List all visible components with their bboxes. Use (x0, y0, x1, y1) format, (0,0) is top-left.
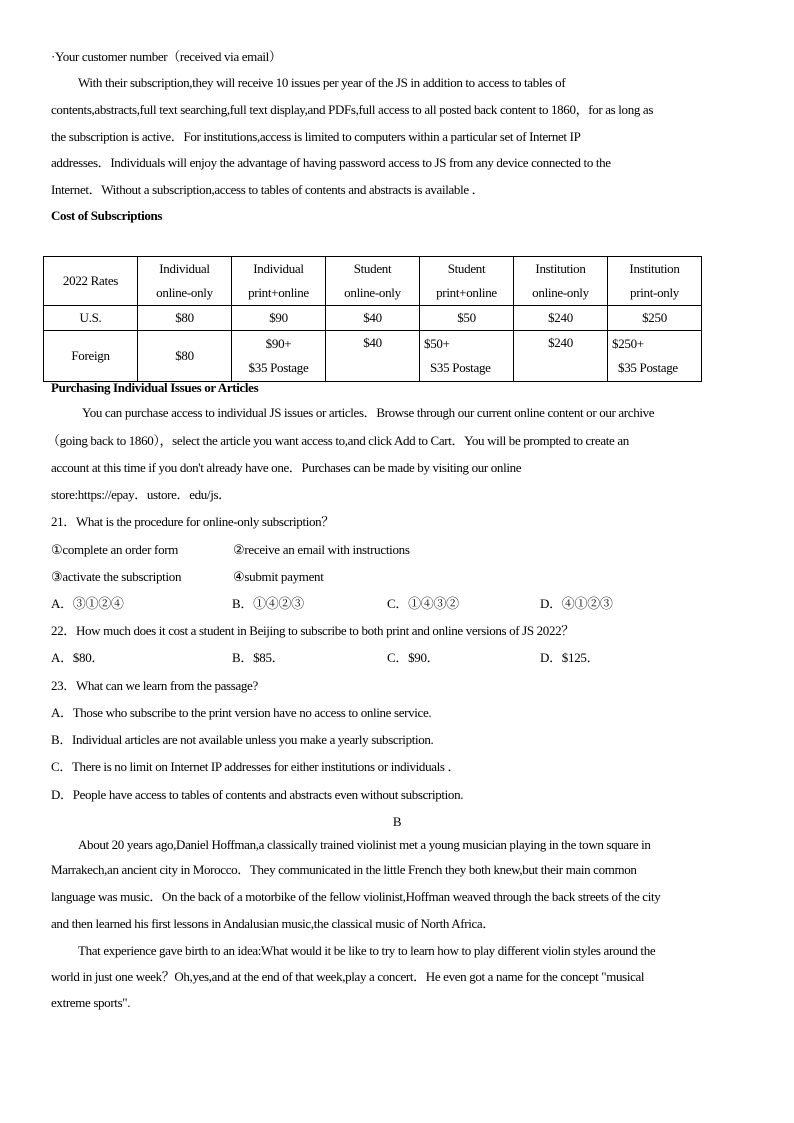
header-cell (608, 257, 702, 306)
step-item: ①complete an order form (51, 542, 179, 557)
header-cell (44, 257, 138, 306)
table-cell (608, 331, 702, 382)
table-cell: $80 (138, 331, 232, 382)
table-cell: $40 (326, 306, 420, 331)
paragraph-line: Internet．Without a subscription,access to tables of contents and abstracts is available ． (51, 182, 485, 197)
header-text: online-only (532, 285, 589, 300)
header-text: Individual (159, 261, 210, 276)
question-stem: 22．How much does it cost a student in Beijing to subscribe to both print and online versions of JS 2022？ (51, 623, 574, 638)
answer-option[interactable]: D．$125． (540, 650, 600, 665)
section-label-b: B (392, 814, 402, 829)
paragraph-line: You can purchase access to individual JS issues or articles．Browse through our current online content or our archive (82, 405, 655, 420)
header-text: Student (447, 261, 486, 276)
answer-option[interactable]: D．④①②③ (540, 596, 613, 611)
paragraph-line: That experience gave birth to an idea:What would it be like to try to learn how to play different violin styles around the (78, 943, 656, 958)
rates-table (43, 256, 702, 382)
table-row (44, 306, 702, 331)
table-cell (232, 331, 326, 382)
header-text: online-only (156, 285, 213, 300)
paragraph-line: world in just one week？Oh,yes,and at the end of that week,play a concert．He even got a name for the concept "musical (51, 969, 645, 984)
header-text: Institution (535, 261, 586, 276)
step-item: ③activate the subscription (51, 569, 182, 584)
row-label: U.S. (44, 306, 138, 331)
paragraph-line: and then learned his first lessons in Andalusian music,the classical music of North Africa． (51, 916, 495, 931)
cell-text: $250+ (612, 336, 644, 351)
header-text: Student (353, 261, 392, 276)
table-cell: $90 (232, 306, 326, 331)
table-cell: $50 (420, 306, 514, 331)
paragraph-line: language was music．On the back of a motorbike of the fellow violinist,Hoffman weaved through the back streets of the city (51, 889, 661, 904)
paragraph-line: About 20 years ago,Daniel Hoffman,a classically trained violinist met a young musician playing in the town square in (78, 837, 651, 852)
header-cell (232, 257, 326, 306)
paragraph-line: the subscription is active．For institutions,access is limited to computers within a particular set of Internet IP (51, 129, 581, 144)
cell-text: $35 Postage (618, 360, 678, 375)
question-stem: 23．What can we learn from the passage? (51, 678, 258, 693)
table-cell: $40 (326, 331, 420, 382)
cost-heading: Cost of Subscriptions (51, 208, 163, 223)
question-stem: 21．What is the procedure for online-only subscription？ (51, 514, 334, 529)
header-cell (326, 257, 420, 306)
answer-option[interactable]: C．$90． (387, 650, 440, 665)
paragraph-line: Marrakech,an ancient city in Morocco．They communicated in the little French they both knew,but their main common (51, 862, 637, 877)
step-item: ②receive an email with instructions (233, 542, 410, 557)
answer-option[interactable]: C．①④③② (387, 596, 459, 611)
answer-option[interactable]: A．③①②④ (51, 596, 124, 611)
header-text: print+online (436, 285, 497, 300)
header-cell (514, 257, 608, 306)
paragraph-line: contents,abstracts,full text searching,full text display,and PDFs,full access to all posted back content to 1860，for as long as (51, 102, 654, 117)
intro-line: ·Your customer number（received via email） (51, 49, 282, 64)
header-text: Individual (253, 261, 304, 276)
table-cell: $250 (608, 306, 702, 331)
header-text: print-only (630, 285, 679, 300)
step-item: ④submit payment (233, 569, 324, 584)
paragraph-line: account at this time if you don't already have one．Purchases can be made by visiting our online (51, 460, 522, 475)
paragraph-line: extreme sports". (51, 995, 131, 1010)
header-text: Institution (629, 261, 680, 276)
answer-option[interactable]: A．Those who subscribe to the print version have no access to online service. (51, 705, 432, 720)
purchase-heading: Purchasing Individual Issues or Articles (51, 380, 259, 395)
table-header-row (44, 257, 702, 306)
cell-text: $90+ (265, 336, 292, 351)
table-row (44, 331, 702, 382)
cell-text: S35 Postage (430, 360, 491, 375)
table-cell (420, 331, 514, 382)
table-cell: $240 (514, 306, 608, 331)
answer-option[interactable]: D．People have access to tables of contents and abstracts even without subscription. (51, 787, 464, 802)
answer-option[interactable]: B．$85． (232, 650, 285, 665)
answer-option[interactable]: B．Individual articles are not available unless you make a yearly subscription. (51, 732, 434, 747)
answer-option[interactable]: B．①④②③ (232, 596, 304, 611)
answer-option[interactable]: A．$80． (51, 650, 105, 665)
paragraph-line: With their subscription,they will receive 10 issues per year of the JS in addition to access to tables of (78, 75, 566, 90)
header-text: online-only (344, 285, 401, 300)
row-label: Foreign (44, 331, 138, 382)
header-cell (420, 257, 514, 306)
cell-text: $50+ (424, 336, 450, 351)
header-cell (138, 257, 232, 306)
paragraph-line: addresses．Individuals will enjoy the advantage of having password access to JS from any device connected to the (51, 155, 611, 170)
table-cell: $80 (138, 306, 232, 331)
table-cell: $240 (514, 331, 608, 382)
header-text: print+online (248, 285, 309, 300)
answer-option[interactable]: C．There is no limit on Internet IP addresses for either institutions or individuals ． (51, 759, 461, 774)
paragraph-line: （going back to 1860），select the article you want access to,and click Add to Cart．You will be prompted to create an (47, 433, 629, 448)
paragraph-line: store:https://epay．ustore．edu/js． (51, 487, 231, 502)
cell-text: $35 Postage (248, 360, 309, 375)
header-text: 2022 Rates (62, 273, 119, 288)
